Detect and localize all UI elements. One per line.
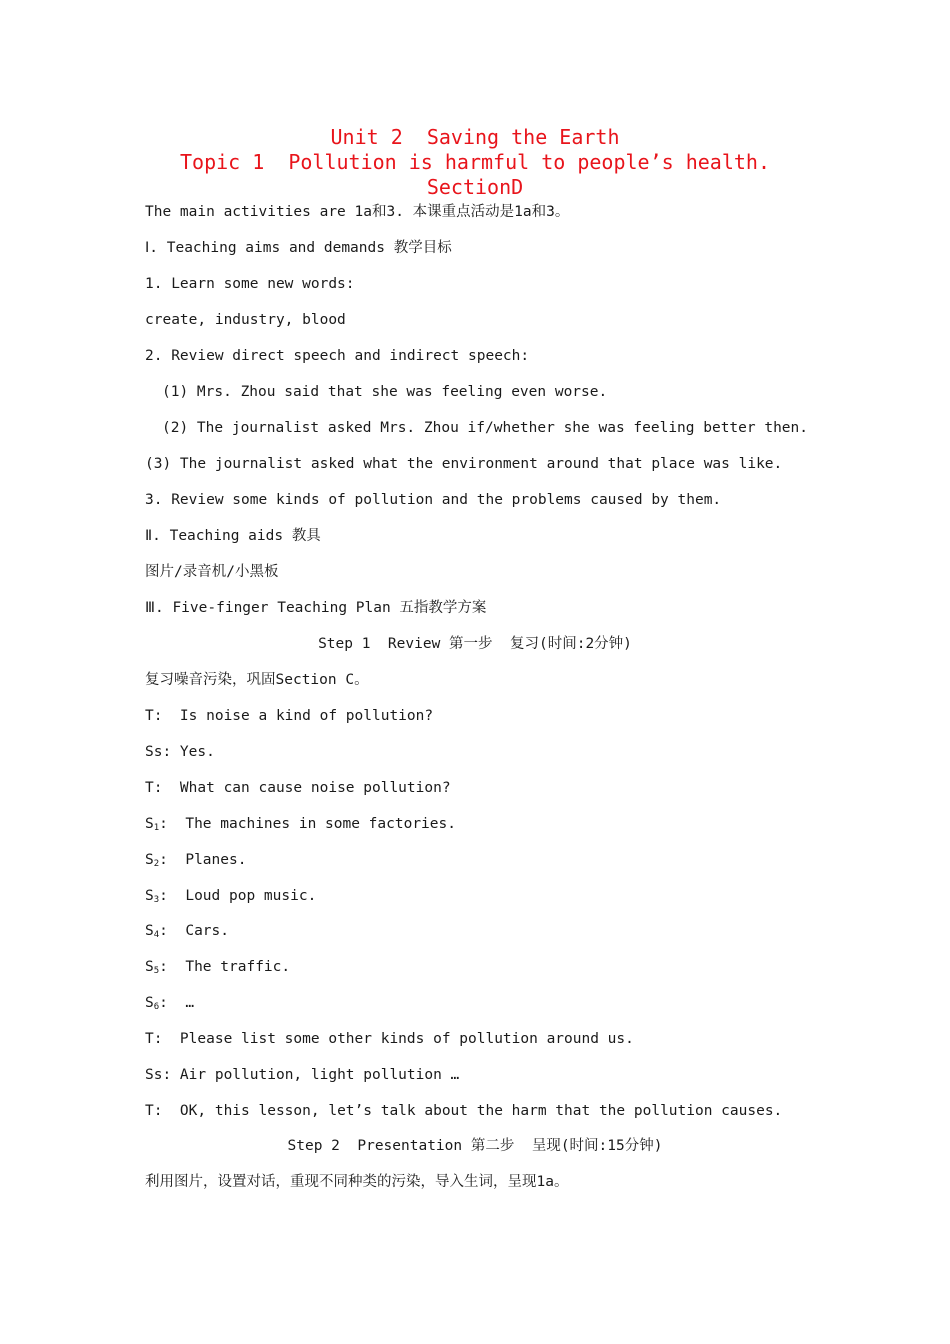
speaker-label: T <box>145 1031 154 1047</box>
speaker-label: S <box>145 959 154 975</box>
colon: : <box>159 959 168 975</box>
dialogue-text: The traffic. <box>167 959 291 975</box>
dialogue-text: Planes. <box>167 852 247 868</box>
dialogue-line <box>145 850 246 874</box>
dialogue-text: Cars. <box>167 923 229 939</box>
dialogue-line <box>145 886 316 910</box>
speaker-label: S <box>145 852 154 868</box>
teaching-aids: 图片/录音机/小黑板 <box>145 564 279 580</box>
speaker-number: 5 <box>153 966 160 976</box>
dialogue-text: Yes. <box>171 744 215 760</box>
dialogue-line <box>145 993 194 1017</box>
dialogue-line <box>145 706 433 726</box>
dialogue-line <box>145 1029 634 1049</box>
speaker-number: 6 <box>153 1002 160 1012</box>
speaker-label: S <box>145 888 154 904</box>
dialogue-line <box>145 957 290 981</box>
section2-heading: Ⅱ. Teaching aids 教具 <box>145 528 321 544</box>
colon: : <box>162 1067 172 1083</box>
colon: : <box>159 888 168 904</box>
speaker-label: T <box>145 708 154 724</box>
dialogue-line <box>145 778 451 798</box>
colon: : <box>153 708 163 724</box>
aim2-example1: (1) Mrs. Zhou said that she was feeling even worse. <box>162 384 608 400</box>
aim2-text: 2. Review direct speech and indirect speech: <box>145 348 530 364</box>
intro-text: The main activities are 1a和3. 本课重点活动是1a和3。 <box>145 204 570 220</box>
aim2-example2: (2) The journalist asked Mrs. Zhou if/whether she was feeling better then. <box>162 420 809 436</box>
colon: : <box>159 816 168 832</box>
dialogue-text: What can cause noise pollution? <box>162 780 451 796</box>
section-title: SectionD <box>426 175 524 199</box>
dialogue-line <box>145 921 229 945</box>
aim1-text: 1. Learn some new words: <box>145 276 355 292</box>
speaker-label: S <box>145 923 154 939</box>
dialogue-line <box>145 814 456 838</box>
speaker-number: 2 <box>153 859 160 869</box>
dialogue-text: Please list some other kinds of pollution around us. <box>162 1031 634 1047</box>
aim1-words: create, industry, blood <box>145 312 346 328</box>
speaker-label: Ss <box>145 1067 163 1083</box>
speaker-label: T <box>145 1103 154 1119</box>
topic-title: Topic 1 Pollution is harmful to people’s health. <box>179 150 770 174</box>
step2-heading: Step 2 Presentation 第二步 呈现(时间:15分钟) <box>287 1138 663 1154</box>
step2-description: 利用图片，设置对话，重现不同种类的污染，导入生词，呈现1a。 <box>145 1174 569 1190</box>
speaker-label: S <box>145 816 154 832</box>
dialogue-text: Loud pop music. <box>167 888 317 904</box>
speaker-number: 4 <box>153 930 160 940</box>
colon: : <box>159 923 168 939</box>
colon: : <box>162 744 172 760</box>
section1-heading: Ⅰ. Teaching aims and demands 教学目标 <box>145 240 452 256</box>
aim2-example3: (3) The journalist asked what the environment around that place was like. <box>145 456 783 472</box>
speaker-label: T <box>145 780 154 796</box>
aim3-text: 3. Review some kinds of pollution and the problems caused by them. <box>145 492 722 508</box>
section3-heading: Ⅲ. Five-finger Teaching Plan 五指教学方案 <box>145 600 487 616</box>
dialogue-text: Is noise a kind of pollution? <box>162 708 434 724</box>
dialogue-text: OK, this lesson, let’s talk about the harm that the pollution causes. <box>162 1103 783 1119</box>
dialogue-text: … <box>167 995 195 1011</box>
dialogue-line <box>145 742 215 762</box>
colon: : <box>153 780 163 796</box>
step1-description: 复习噪音污染，巩固Section C。 <box>145 672 369 688</box>
dialogue-text: The machines in some factories. <box>167 816 456 832</box>
speaker-label: S <box>145 995 154 1011</box>
colon: : <box>153 1103 163 1119</box>
dialogue-line <box>145 1065 459 1085</box>
unit-title: Unit 2 Saving the Earth <box>330 125 620 149</box>
speaker-number: 1 <box>153 823 160 833</box>
colon: : <box>153 1031 163 1047</box>
colon: : <box>159 995 168 1011</box>
dialogue-text: Air pollution, light pollution … <box>171 1067 460 1083</box>
speaker-label: Ss <box>145 744 163 760</box>
dialogue-line <box>145 1101 782 1121</box>
step1-heading: Step 1 Review 第一步 复习(时间:2分钟) <box>318 636 632 652</box>
colon: : <box>159 852 168 868</box>
speaker-number: 3 <box>153 895 160 905</box>
